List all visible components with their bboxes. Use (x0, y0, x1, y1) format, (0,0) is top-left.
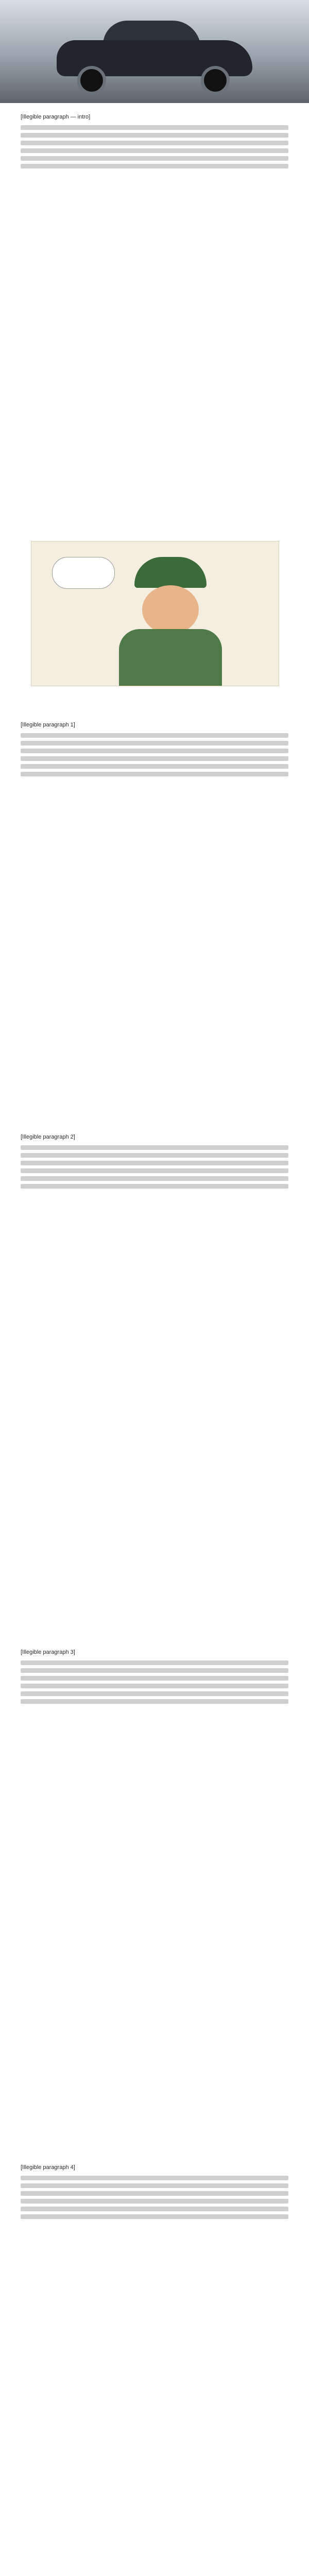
article-body-3 (21, 1133, 288, 1192)
speech-bubble (52, 557, 115, 589)
car-wheel-front (77, 66, 106, 95)
paragraph: [Illegible paragraph 2] (21, 1134, 75, 1140)
paragraph: [Illegible paragraph 3] (21, 1649, 75, 1655)
hat-shape (134, 557, 207, 588)
car-wheel-rear (201, 66, 230, 95)
paragraph: [Illegible paragraph 1] (21, 722, 75, 728)
article-body-2 (21, 721, 288, 779)
article-body-1 (21, 113, 288, 172)
article-body-4 (21, 1649, 288, 1707)
head-shape (142, 585, 199, 634)
article-body-5 (21, 2164, 288, 2222)
paragraph: [Illegible paragraph 4] (21, 2164, 75, 2171)
hero-photo (0, 0, 309, 103)
coat-shape (119, 629, 222, 686)
paragraph: [Illegible paragraph — intro] (21, 114, 91, 120)
cartoon-illustration (31, 541, 279, 686)
